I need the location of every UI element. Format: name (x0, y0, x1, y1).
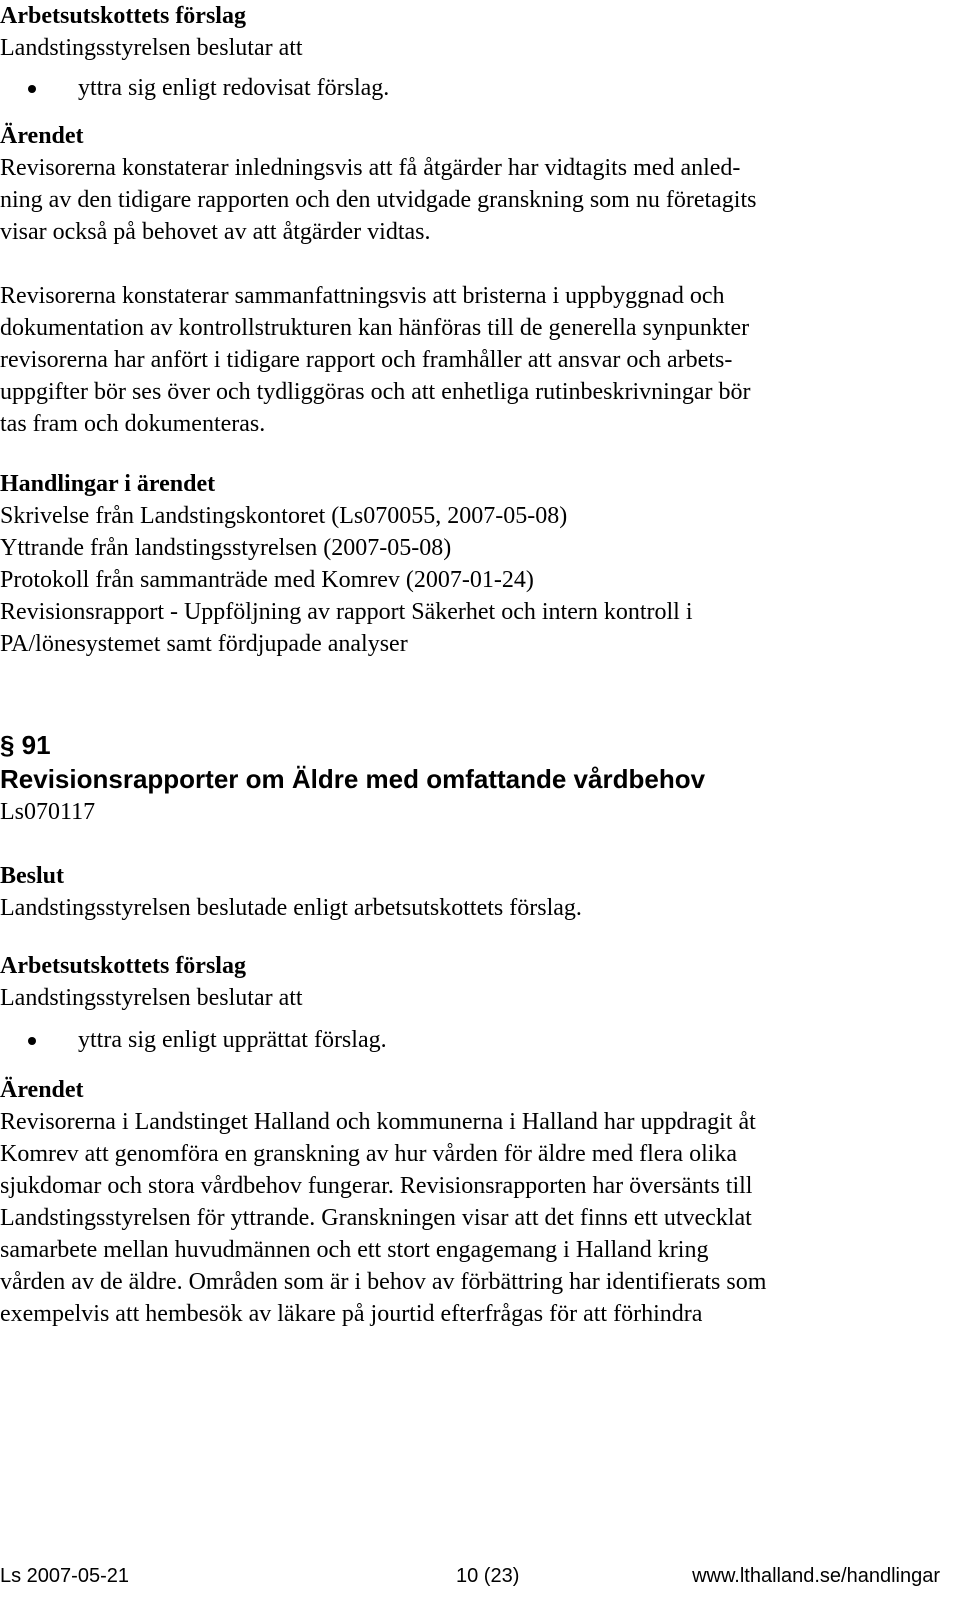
handling-item: Protokoll från sammanträde med Komrev (2007-01-24) (0, 567, 534, 593)
arendet-heading: Ärendet (0, 1077, 84, 1103)
bullet-item (0, 72, 960, 104)
section-reference: Ls070117 (0, 799, 96, 825)
text-line: tas fram och dokumenteras. (0, 411, 266, 437)
section-number: § 91 (0, 730, 51, 760)
text-line: Revisorerna konstaterar sammanfattningsvis att bristerna i uppbyggnad och (0, 283, 725, 309)
footer-link[interactable]: www.lthalland.se/handlingar (692, 1565, 940, 1587)
arendet-paragraph (0, 1106, 960, 1330)
au-forslag-heading: Arbetsutskottets förslag (0, 953, 246, 979)
text-line: exempelvis att hembesök av läkare på jourtid efterfrågas för att förhindra (0, 1301, 703, 1327)
handling-item: Skrivelse från Landstingskontoret (Ls070055, 2007-05-08) (0, 503, 568, 529)
handling-item: Yttrande från landstingsstyrelsen (2007-05-08) (0, 535, 452, 561)
beslut-heading: Beslut (0, 863, 65, 889)
bullet-text: yttra sig enligt redovisat förslag. (78, 75, 390, 101)
beslut-text: Landstingsstyrelsen beslutade enligt arbetsutskottets förslag. (0, 895, 582, 921)
arendet-paragraph-1 (0, 152, 960, 248)
text-line: sjukdomar och stora vårdbehov fungerar. Revisionsrapporten har översänts till (0, 1173, 753, 1199)
au-forslag-intro: Landstingsstyrelsen beslutar att (0, 985, 303, 1011)
bullet-item (0, 1024, 960, 1056)
au-forslag-heading: Arbetsutskottets förslag (0, 3, 246, 29)
text-line: dokumentation av kontrollstrukturen kan hänföras till de generella synpunkter (0, 315, 750, 341)
au-forslag-intro: Landstingsstyrelsen beslutar att (0, 35, 303, 61)
section-title: Revisionsrapporter om Äldre med omfattande vårdbehov (0, 764, 706, 794)
text-line: ning av den tidigare rapporten och den utvidgade granskning som nu företagits (0, 187, 757, 213)
handling-item: PA/lönesystemet samt fördjupade analyser (0, 631, 408, 657)
text-line: Revisorerna i Landstinget Halland och kommunerna i Halland har uppdragit åt (0, 1109, 756, 1135)
text-line: Komrev att genomföra en granskning av hur vården för äldre med flera olika (0, 1141, 738, 1167)
bullet-icon (28, 1037, 36, 1045)
text-line: visar också på behovet av att åtgärder vidtas. (0, 219, 431, 245)
footer-page-number: 10 (23) (456, 1565, 520, 1587)
footer-date: Ls 2007-05-21 (0, 1565, 129, 1587)
text-line: samarbete mellan huvudmännen och ett stort engagemang i Halland kring (0, 1237, 709, 1263)
handlingar-heading: Handlingar i ärendet (0, 471, 216, 497)
text-line: vården av de äldre. Områden som är i behov av förbättring har identifierats som (0, 1269, 767, 1295)
arendet-paragraph-2 (0, 280, 960, 440)
handling-item: Revisionsrapport - Uppföljning av rapport Säkerhet och intern kontroll i (0, 599, 693, 625)
bullet-text: yttra sig enligt upprättat förslag. (78, 1027, 387, 1053)
page-footer (0, 1562, 940, 1590)
arendet-heading: Ärendet (0, 123, 84, 149)
bullet-icon (28, 85, 36, 93)
text-line: Revisorerna konstaterar inledningsvis att få åtgärder har vidtagits med anled- (0, 155, 741, 181)
handlingar-list (0, 500, 960, 660)
text-line: uppgifter bör ses över och tydliggöras och att enhetliga rutinbeskrivningar bör (0, 379, 751, 405)
text-line: Landstingsstyrelsen för yttrande. Granskningen visar att det finns ett utvecklat (0, 1205, 752, 1231)
text-line: revisorerna har anfört i tidigare rapport och framhåller att ansvar och arbets- (0, 347, 733, 373)
